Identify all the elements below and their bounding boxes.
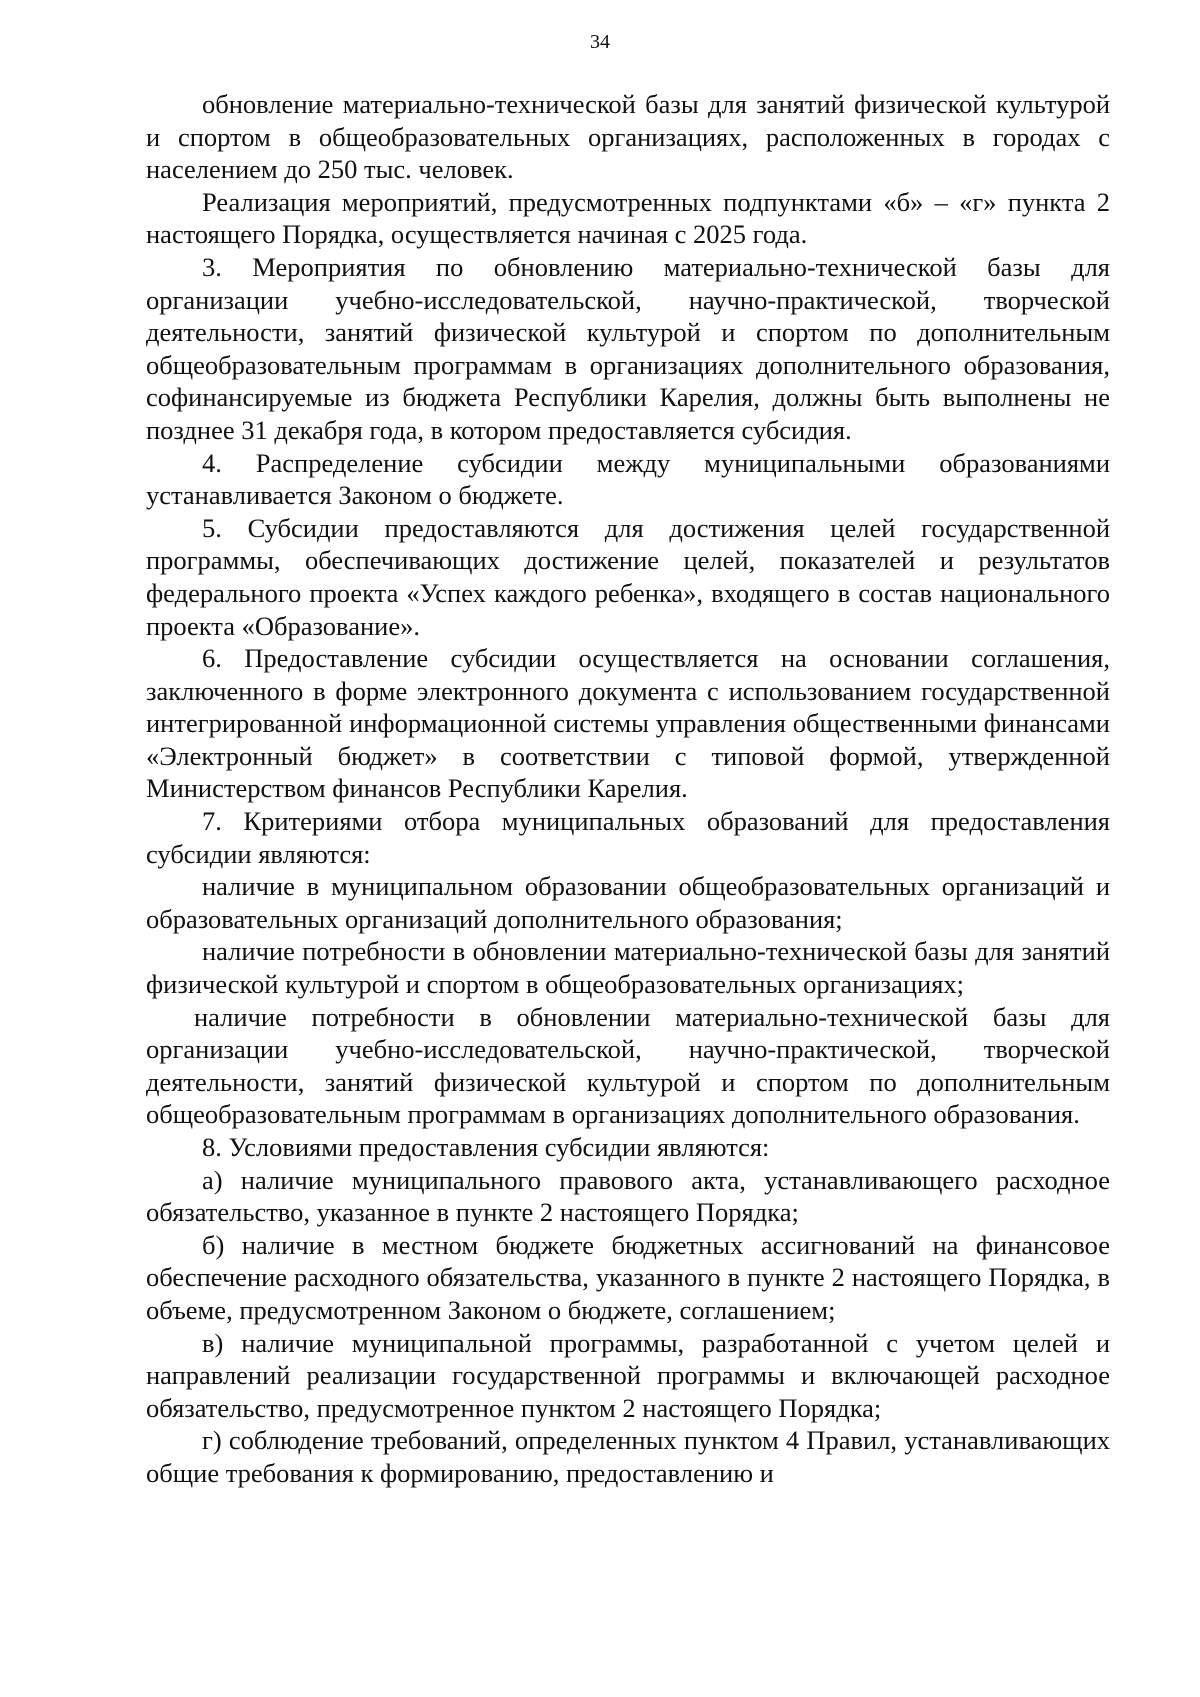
- paragraph-condition-a: а) наличие муниципального правового акта, устанавливающего расходное обязательство, указанное в пункте 2 настоящего Порядка;: [146, 1164, 1110, 1228]
- paragraph-condition-b: б) наличие в местном бюджете бюджетных ассигнований на финансовое обеспечение расходного обязательства, указанного в пункте 2 настоящего Порядка, в объеме, предусмотренном Законом о бюджете, соглашением;: [146, 1229, 1110, 1325]
- paragraph-criterion-1: наличие в муниципальном образовании общеобразовательных организаций и образовательных организаций дополнительного образования;: [146, 871, 1110, 934]
- paragraph-continuation: обновление материально-технической базы для занятий физической культурой и спортом в общеобразовательных организациях, расположенных в городах с населением до 250 тыс. человек.: [146, 89, 1110, 185]
- paragraph-condition-g: г) соблюдение требований, определенных пунктом 4 Правил, устанавливающих общие требования к формированию, предоставлению и: [146, 1425, 1110, 1488]
- page-number: 34: [590, 31, 610, 53]
- paragraph-item-7: 7. Критериями отбора муниципальных образований для предоставления субсидии являются:: [146, 806, 1110, 869]
- paragraph-item-5: 5. Субсидии предоставляются для достижения целей государственной программы, обеспечивающих достижение целей, показателей и результатов федерального проекта «Успех каждого ребенка», входящего в состав национального проекта «Образование».: [146, 512, 1110, 641]
- paragraph-item-6: 6. Предоставление субсидии осуществляется на основании соглашения, заключенного в форме электронного документа с использованием государственной интегрированной информационной системы управления общественными финансами «Электронный бюджет» в соответствии с типовой формой, утвержденной Министерством финансов Республики Карелия.: [146, 643, 1110, 804]
- document-body: [146, 88, 1110, 1490]
- paragraph-item-4: 4. Распределение субсидии между муниципальными образованиями устанавливается Законом о бюджете.: [146, 447, 1110, 511]
- paragraph-item-3: 3. Мероприятия по обновлению материально-технической базы для организации учебно-исследовательской, научно-практической, творческой деятельности, занятий физической культурой и спортом по дополнительным общеобразовательным программам в организациях дополнительного образования, софинансируемые из бюджета Республики Карелия, должны быть выполнены не позднее 31 декабря года, в котором предоставляется субсидия.: [146, 251, 1110, 445]
- paragraph-condition-v: в) наличие муниципальной программы, разработанной с учетом целей и направлений реализации государственной программы и включающей расходное обязательство, предусмотренное пунктом 2 настоящего Порядка;: [146, 1327, 1110, 1423]
- paragraph-criterion-2: наличие потребности в обновлении материально-технической базы для занятий физической культурой и спортом в общеобразовательных организациях;: [146, 936, 1110, 1000]
- paragraph-item-8: 8. Условиями предоставления субсидии являются:: [202, 1132, 770, 1162]
- paragraph-implementation-start: Реализация мероприятий, предусмотренных подпунктами «б» – «г» пункта 2 настоящего Порядка, осуществляется начиная с 2025 года.: [146, 186, 1110, 250]
- paragraph-criterion-3: наличие потребности в обновлении материально-технической базы для организации учебно-исследовательской, научно-практической, творческой деятельности, занятий физической культурой и спортом по дополнительным общеобразовательным программам в организациях дополнительного образования.: [146, 1001, 1110, 1130]
